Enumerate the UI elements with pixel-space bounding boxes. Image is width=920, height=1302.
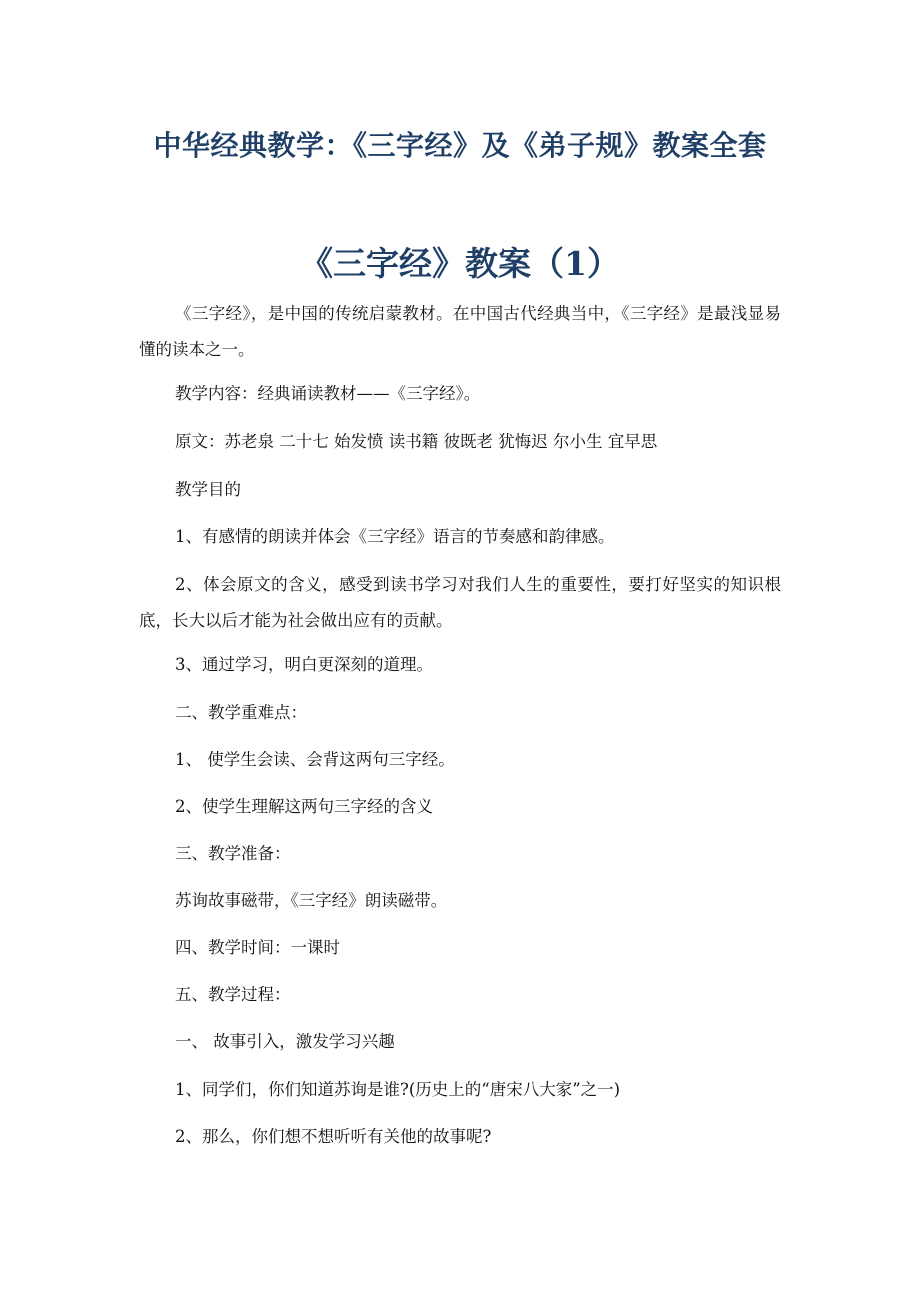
- preparation-heading: 三、教学准备：: [175, 844, 291, 863]
- teaching-time: 四、教学时间：一课时: [175, 938, 340, 957]
- teaching-content: 教学内容：经典诵读教材——《三字经》。: [175, 384, 481, 403]
- key-point-1: 1、 使学生会读、会背这两句三字经。: [175, 750, 455, 769]
- process-item-2: 2、那么，你们想不想听听有关他的故事呢?: [175, 1127, 492, 1146]
- goal-item-1: 1、有感情的朗读并体会《三字经》语言的节奏感和韵律感。: [175, 527, 615, 546]
- original-text: 原文：苏老泉 二十七 始发愤 读书籍 彼既老 犹悔迟 尔小生 宜早思: [175, 432, 658, 451]
- key-points-heading: 二、教学重难点：: [175, 703, 307, 722]
- document-title: 中华经典教学：《三字经》及《弟子规》教案全套: [153, 129, 767, 162]
- section-title: 《三字经》教案（1）: [300, 244, 620, 283]
- preparation-text: 苏询故事磁带，《三字经》朗读磁带。: [175, 891, 448, 910]
- goal-item-3: 3、通过学习，明白更深刻的道理。: [175, 655, 433, 674]
- intro-paragraph: 《三字经》，是中国的传统启蒙教材。在中国古代经典当中，《三字经》是最浅显易懂的读本之一。: [139, 304, 781, 359]
- process-step-1: 一、 故事引入，激发学习兴趣: [175, 1032, 395, 1051]
- teaching-goals-heading: 教学目的: [175, 480, 241, 499]
- process-heading: 五、教学过程：: [175, 985, 291, 1004]
- key-point-2: 2、使学生理解这两句三字经的含义: [175, 797, 433, 816]
- goal-item-2: 2、体会原文的含义，感受到读书学习对我们人生的重要性，要打好坚实的知识根底，长大以后才能为社会做出应有的贡献。: [139, 575, 781, 630]
- process-item-1: 1、同学们，你们知道苏询是谁?(历史上的“唐宋八大家”之一): [175, 1080, 621, 1099]
